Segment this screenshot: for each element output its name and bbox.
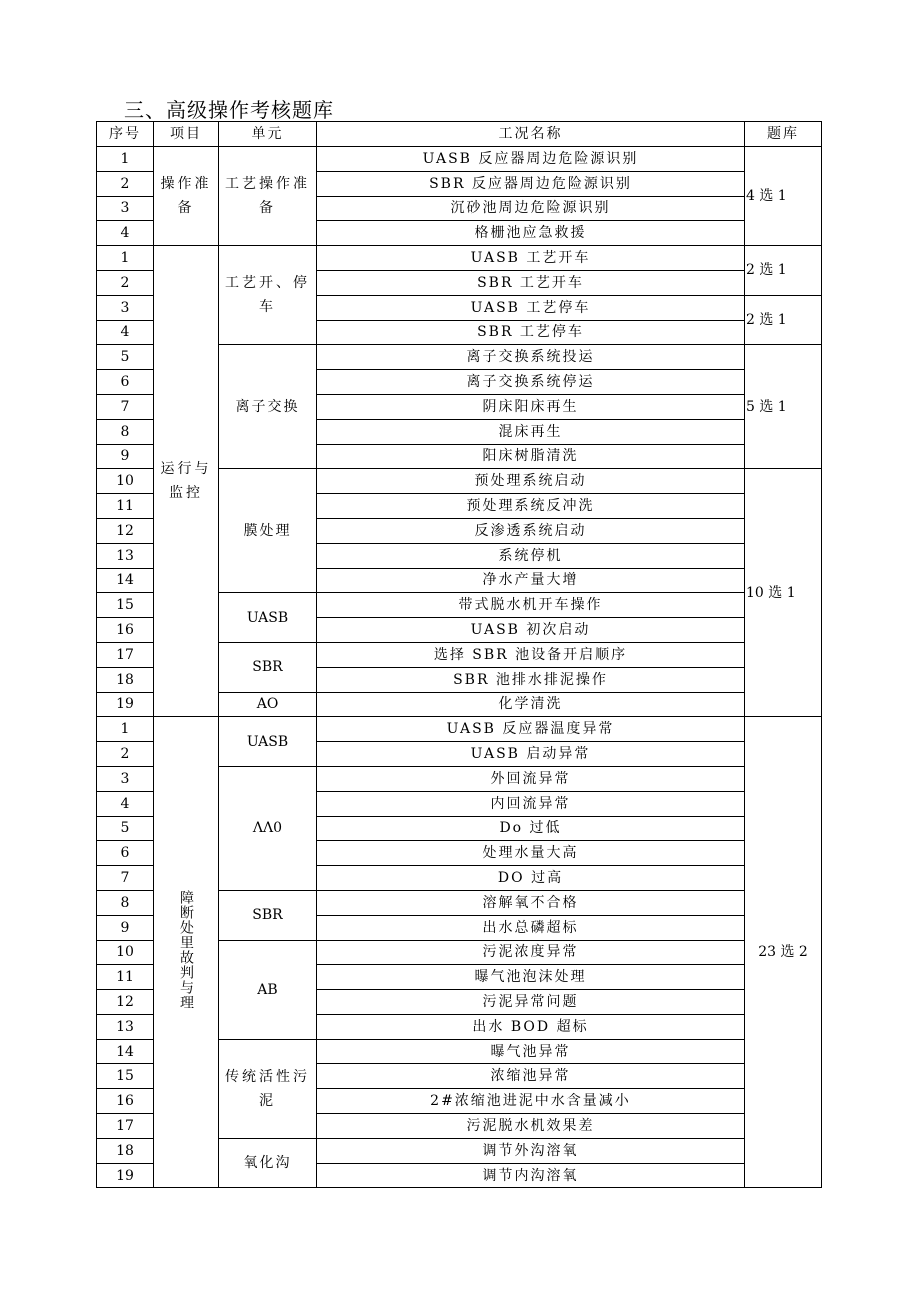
row-no: 6 [97,370,154,395]
unit-label: 工艺操作准备 [225,176,310,217]
question-bank-table [96,121,822,1188]
row-no: 3 [97,295,154,320]
row-no: 5 [97,816,154,841]
project-label: 障断处里故判与理 [178,890,194,1011]
row-no: 14 [97,568,154,593]
condition-name: 调节外沟溶氧 [317,1138,745,1163]
condition-name: 污泥脱水机效果差 [317,1114,745,1139]
condition-name: 出水 BOD 超标 [317,1014,745,1039]
row-no: 17 [97,1114,154,1139]
row-no: 14 [97,1039,154,1064]
condition-name: 反渗透系统启动 [317,518,745,543]
condition-name: 格栅池应急救援 [317,221,745,246]
condition-name: 调节内沟溶氧 [317,1163,745,1188]
condition-name: SBR 工艺停车 [317,320,745,345]
condition-name: 外回流异常 [317,766,745,791]
condition-name: UASB 初次启动 [317,618,745,643]
row-no: 4 [97,320,154,345]
row-no: 13 [97,543,154,568]
row-no: 8 [97,419,154,444]
row-no: 1 [97,147,154,172]
condition-name: 阴床阳床再生 [317,394,745,419]
condition-name: UASB 启动异常 [317,742,745,767]
unit-cell: 膜处理 [219,469,317,593]
unit-cell: ΛΛ0 [219,766,317,890]
bank-cell: 5 选 1 [745,345,822,469]
row-no: 12 [97,990,154,1015]
condition-name: 污泥浓度异常 [317,940,745,965]
condition-name: DO 过高 [317,866,745,891]
table-header-row [97,122,822,147]
row-no: 10 [97,469,154,494]
unit-cell: UASB [219,593,317,643]
row-no: 19 [97,1163,154,1188]
bank-cell: 10 选 1 [745,469,822,717]
unit-cell: AO [219,692,317,717]
row-no: 1 [97,717,154,742]
condition-name: 溶解氧不合格 [317,890,745,915]
condition-name: 离子交换系统停运 [317,370,745,395]
bank-cell: 2 选 1 [745,246,822,296]
project-label: 操作准备 [160,176,212,217]
row-no: 16 [97,1089,154,1114]
condition-name: 离子交换系统投运 [317,345,745,370]
condition-name: 处理水量大高 [317,841,745,866]
condition-name: SBR 反应器周边危险源识别 [317,171,745,196]
row-no: 11 [97,965,154,990]
row-no: 19 [97,692,154,717]
bank-cell: 2 选 1 [745,295,822,345]
row-no: 16 [97,618,154,643]
condition-name: SBR 池排水排泥操作 [317,667,745,692]
row-no: 18 [97,1138,154,1163]
row-no: 6 [97,841,154,866]
row-no: 18 [97,667,154,692]
condition-name: 带式脱水机开车操作 [317,593,745,618]
row-no: 2 [97,171,154,196]
condition-name: 污泥异常问题 [317,990,745,1015]
unit-label: 工艺开、停车 [225,275,310,316]
header-project: 项目 [154,122,219,147]
unit-cell [219,1039,317,1138]
row-no: 9 [97,915,154,940]
condition-name: 曝气池泡沫处理 [317,965,745,990]
unit-cell: SBR [219,890,317,940]
row-no: 12 [97,518,154,543]
condition-name: Do 过低 [317,816,745,841]
condition-name: 阳床树脂清洗 [317,444,745,469]
bank-cell: 4 选 1 [745,147,822,246]
condition-name: 混床再生 [317,419,745,444]
bank-cell: 23 选 2 [745,717,822,1188]
row-no: 13 [97,1014,154,1039]
project-cell [154,717,219,1188]
condition-name: 沉砂池周边危险源识别 [317,196,745,221]
condition-name: 化学清洗 [317,692,745,717]
project-label: 运行与监控 [160,461,212,502]
unit-label: 传统活性污泥 [225,1068,310,1109]
condition-name: 曝气池异常 [317,1039,745,1064]
header-unit: 单元 [219,122,317,147]
row-no: 15 [97,1064,154,1089]
project-cell [154,147,219,246]
condition-name: 出水总磷超标 [317,915,745,940]
row-no: 7 [97,866,154,891]
condition-name: UASB 工艺开车 [317,246,745,271]
condition-name: 选择 SBR 池设备开启顺序 [317,642,745,667]
condition-name: 内回流异常 [317,791,745,816]
table-row [97,717,822,742]
unit-cell: 离子交换 [219,345,317,469]
unit-cell: SBR [219,642,317,692]
table-row [97,246,822,271]
row-no: 8 [97,890,154,915]
row-no: 2 [97,742,154,767]
condition-name: 系统停机 [317,543,745,568]
unit-cell [219,147,317,246]
condition-name: UASB 反应器周边危险源识别 [317,147,745,172]
condition-name: 净水产量大增 [317,568,745,593]
row-no: 3 [97,766,154,791]
unit-cell: AB [219,940,317,1039]
header-no: 序号 [97,122,154,147]
unit-cell: 氧化沟 [219,1138,317,1188]
row-no: 15 [97,593,154,618]
condition-name: 预处理系统反冲洗 [317,494,745,519]
row-no: 9 [97,444,154,469]
header-bank: 题库 [745,122,822,147]
table-row [97,147,822,172]
header-condition: 工况名称 [317,122,745,147]
row-no: 4 [97,221,154,246]
unit-cell [219,246,317,345]
unit-cell: UASB [219,717,317,767]
condition-name: SBR 工艺开车 [317,270,745,295]
row-no: 10 [97,940,154,965]
row-no: 7 [97,394,154,419]
row-no: 2 [97,270,154,295]
condition-name: 2#浓缩池进泥中水含量减小 [317,1089,745,1114]
condition-name: 浓缩池异常 [317,1064,745,1089]
project-cell [154,246,219,717]
row-no: 17 [97,642,154,667]
condition-name: UASB 反应器温度异常 [317,717,745,742]
condition-name: 预处理系统启动 [317,469,745,494]
row-no: 3 [97,196,154,221]
row-no: 11 [97,494,154,519]
row-no: 1 [97,246,154,271]
page-title: 三、高级操作考核题库 [124,98,334,122]
row-no: 4 [97,791,154,816]
condition-name: UASB 工艺停车 [317,295,745,320]
row-no: 5 [97,345,154,370]
